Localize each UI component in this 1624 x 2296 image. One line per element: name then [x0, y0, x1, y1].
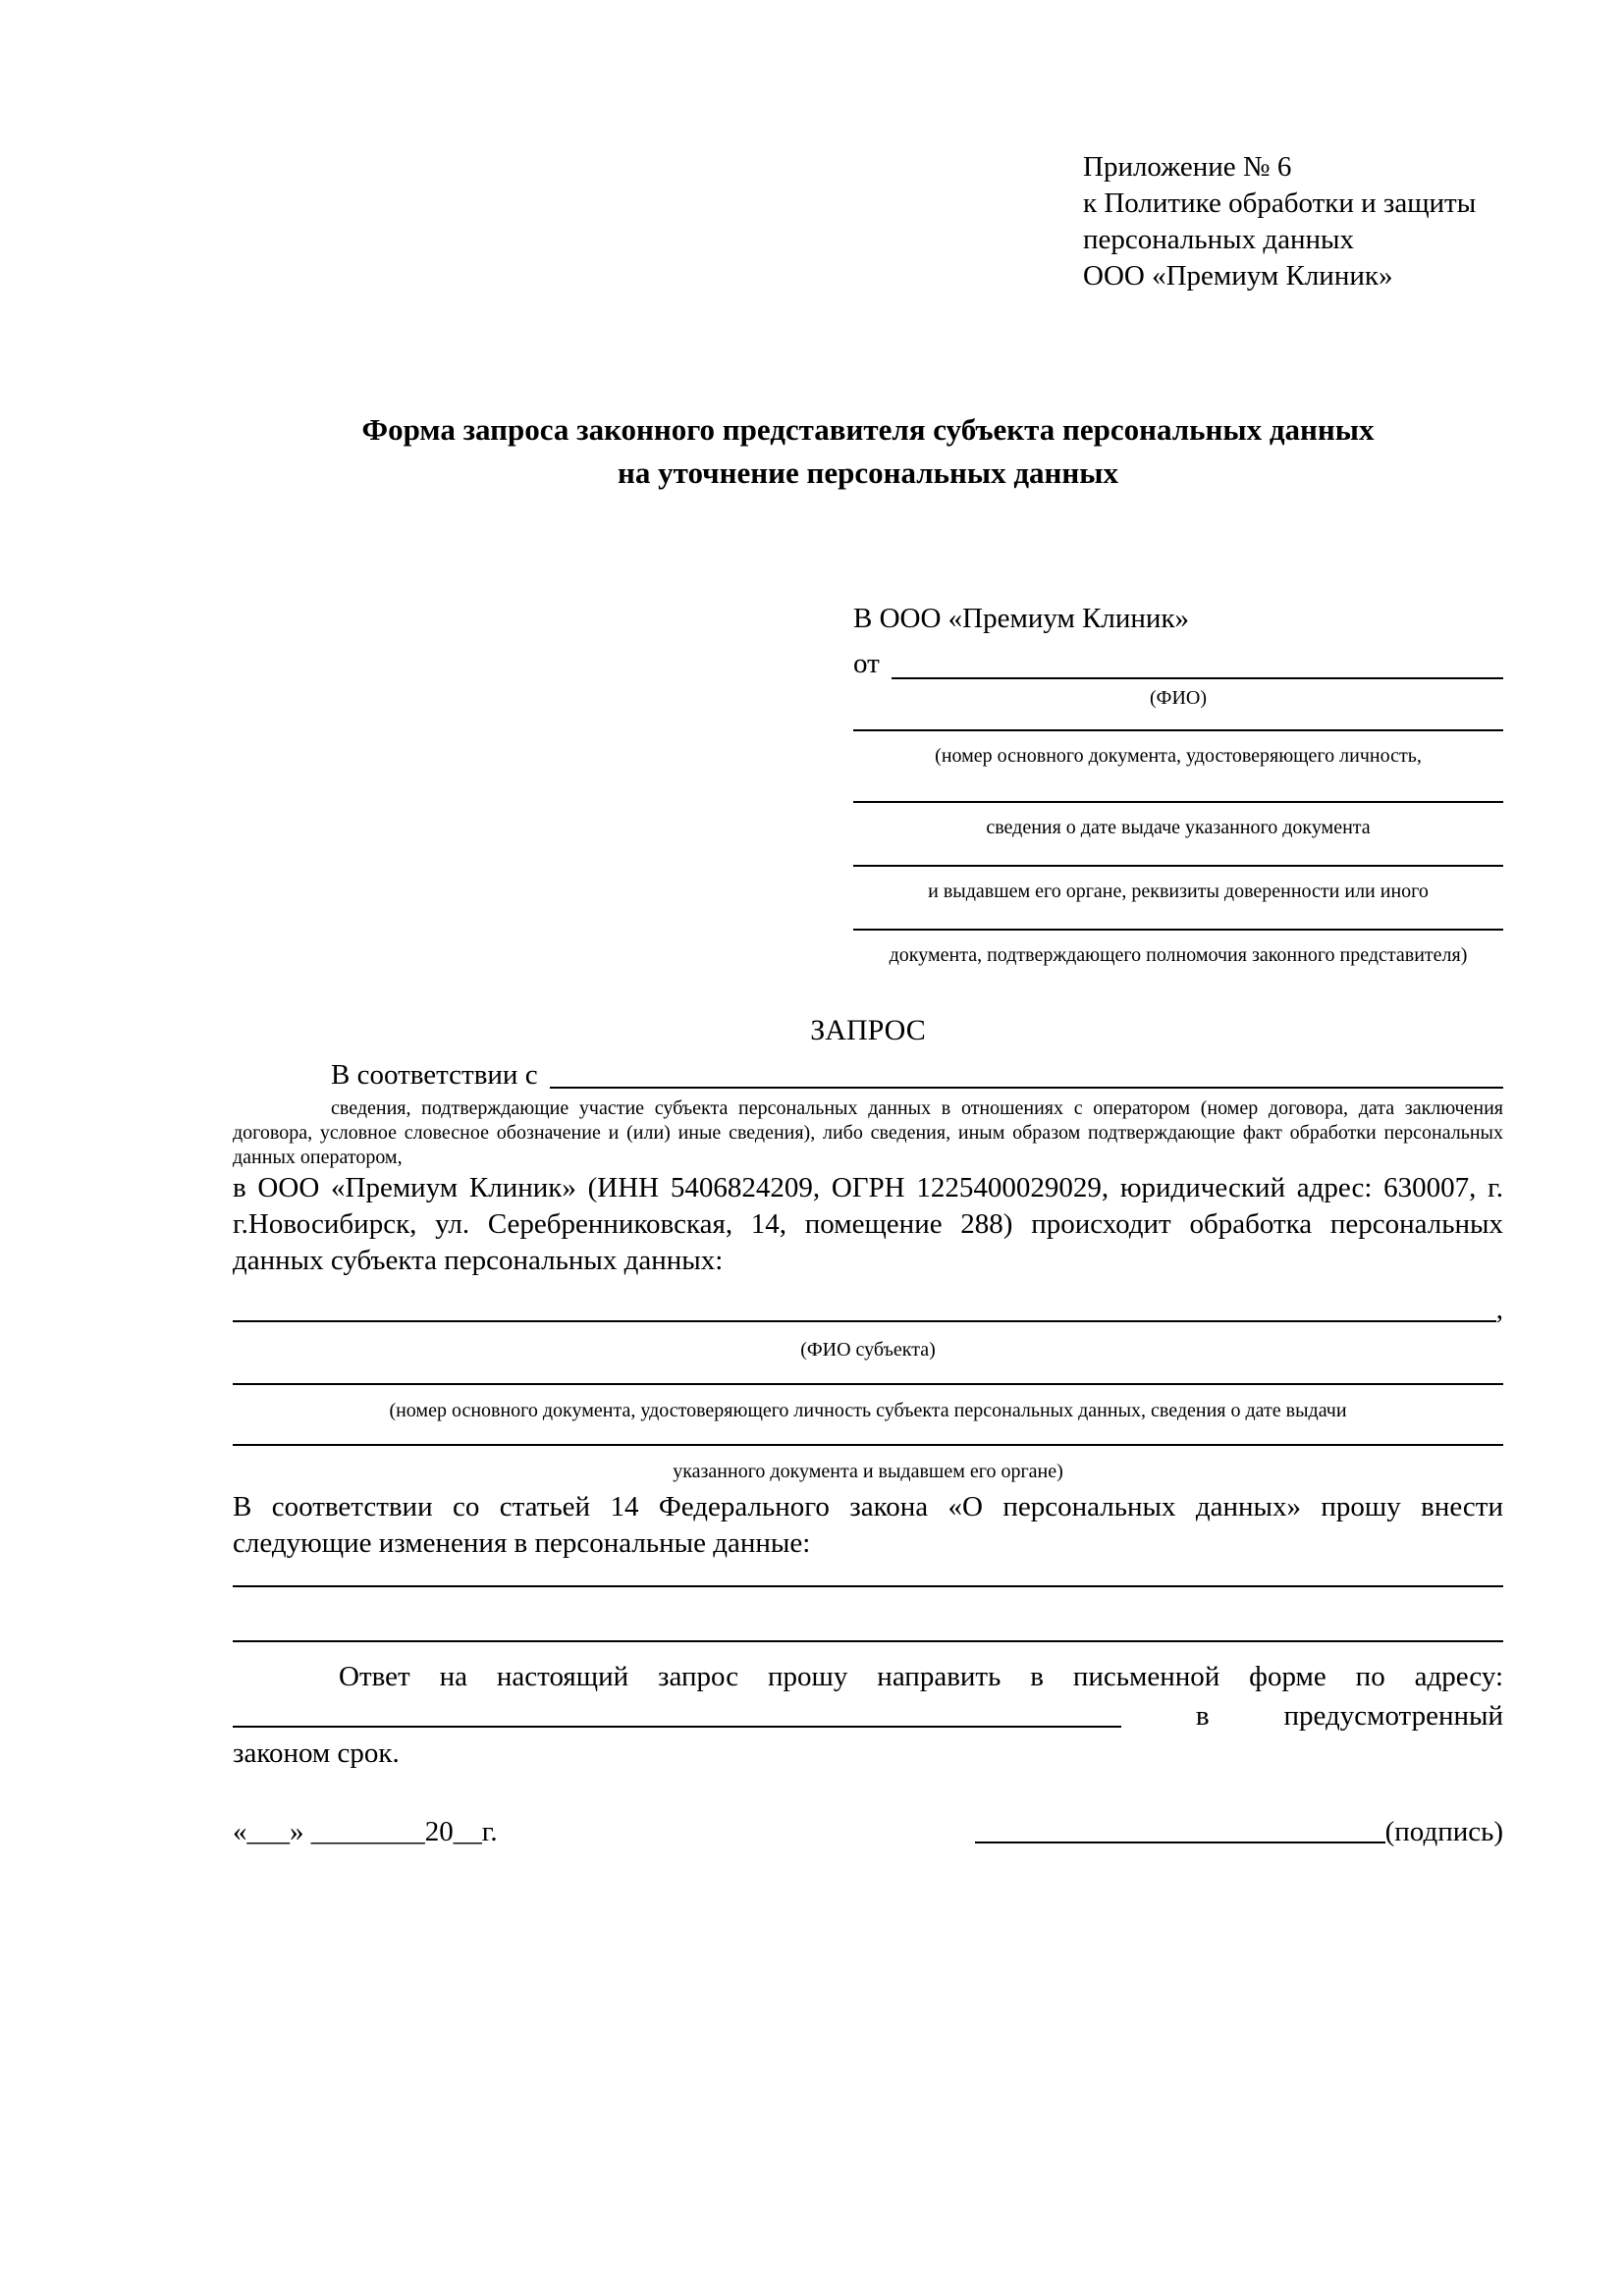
addressee-block [853, 596, 1503, 967]
blank-caption-doc-date: сведения о дате выдаче указанного документа [986, 817, 1371, 838]
blank-line-doc-date [853, 779, 1503, 803]
changes-blank-line-1 [233, 1585, 1503, 1587]
blank-caption-doc-authority: документа, подтверждающего полномочия законного представителя) [889, 944, 1468, 966]
representative-doc-group-2 [853, 779, 1503, 839]
address-row [233, 1695, 1503, 1735]
appendix-block [1083, 149, 1503, 294]
subject-doc-blank-line-2 [233, 1424, 1503, 1446]
date-blank: «___» ________20__г. [233, 1816, 498, 1847]
article-paragraph: В соответствии со статьей 14 Федерального закона «О персональных данных» прошу внести следующие изменения в персональные данные: [233, 1491, 1503, 1559]
reply-paragraph: Ответ на настоящий запрос прошу направить в письменной форме по адресу: [339, 1661, 1503, 1692]
appendix-line-4: ООО «Премиум Клиник» [1083, 260, 1393, 292]
from-row [853, 641, 1503, 686]
fio-caption: (ФИО) [1149, 687, 1207, 709]
accordance-lead: В соответствии с [331, 1059, 538, 1091]
blank-caption-doc-number: (номер основного документа, удостоверяющего личность, [935, 745, 1422, 767]
signature-caption: (подпись) [1384, 1816, 1503, 1847]
signature-block [975, 1813, 1503, 1850]
subject-fio-blank-line [233, 1320, 1496, 1322]
blank-line-doc-authority [853, 907, 1503, 931]
appendix-line-1: Приложение № 6 [1083, 151, 1292, 183]
signature-blank-line [975, 1842, 1385, 1843]
accordance-blank-line [550, 1087, 1503, 1089]
addressee-to: В ООО «Премиум Клиник» [853, 603, 1190, 634]
subject-fio-comma: , [1495, 1294, 1503, 1325]
changes-blank-line-2 [233, 1640, 1503, 1642]
representative-doc-group-3 [853, 843, 1503, 903]
page-title-line-1: Форма запроса законного представителя субъекта персональных данных [361, 412, 1375, 447]
appendix-line-3: персональных данных [1083, 224, 1355, 255]
reply-word-in: в [1195, 1700, 1210, 1732]
from-label: от [853, 648, 880, 679]
representative-doc-group-4 [853, 907, 1503, 967]
blank-line-doc-number [853, 710, 1503, 731]
operator-paragraph: в ООО «Премиум Клиник» (ИНН 5406824209, ОГРН 1225400029029, юридический адрес: 630007, г. г.Новосибирск, ул. Серебренниковская, 14, помещение 288) происходит обработка персональных данных субъекта персональных данных: [233, 1172, 1503, 1276]
blank-line-doc-issuer [853, 843, 1503, 867]
subject-fio-row [233, 1294, 1503, 1325]
from-blank-line [892, 677, 1503, 679]
blank-caption-doc-issuer: и выдавшем его органе, реквизиты доверенности или иного [928, 881, 1429, 902]
appendix-line-2: к Политике обработки и защиты [1083, 187, 1477, 219]
date-signature-row [233, 1813, 1503, 1850]
subject-fio-caption: (ФИО субъекта) [800, 1339, 936, 1361]
subject-doc-caption-1: (номер основного документа, удостоверяющего личность субъекта персональных данных, сведения о дате выдачи [389, 1400, 1347, 1421]
accordance-row [233, 1055, 1503, 1095]
reply-term: законом срок. [233, 1737, 400, 1769]
page-title-line-2: на уточнение персональных данных [618, 455, 1118, 490]
subject-doc-blank-line-1 [233, 1363, 1503, 1385]
request-heading: ЗАПРОС [810, 1014, 926, 1046]
subject-doc-caption-2: указанного документа и выдавшем его органе) [673, 1461, 1063, 1482]
reply-word-stipulated: предусмотренный [1283, 1700, 1503, 1732]
address-blank-line [233, 1726, 1121, 1728]
representative-doc-group-1 [853, 710, 1503, 768]
accordance-note: сведения, подтверждающие участие субъекта персональных данных в отношениях с оператором (номер договора, дата заключения договора, условное словесное обозначение и (или) иные сведения), либо сведения, иным образом подтверждающие факт обработки персональных данных оператором, [233, 1097, 1503, 1168]
page-title [233, 408, 1503, 495]
